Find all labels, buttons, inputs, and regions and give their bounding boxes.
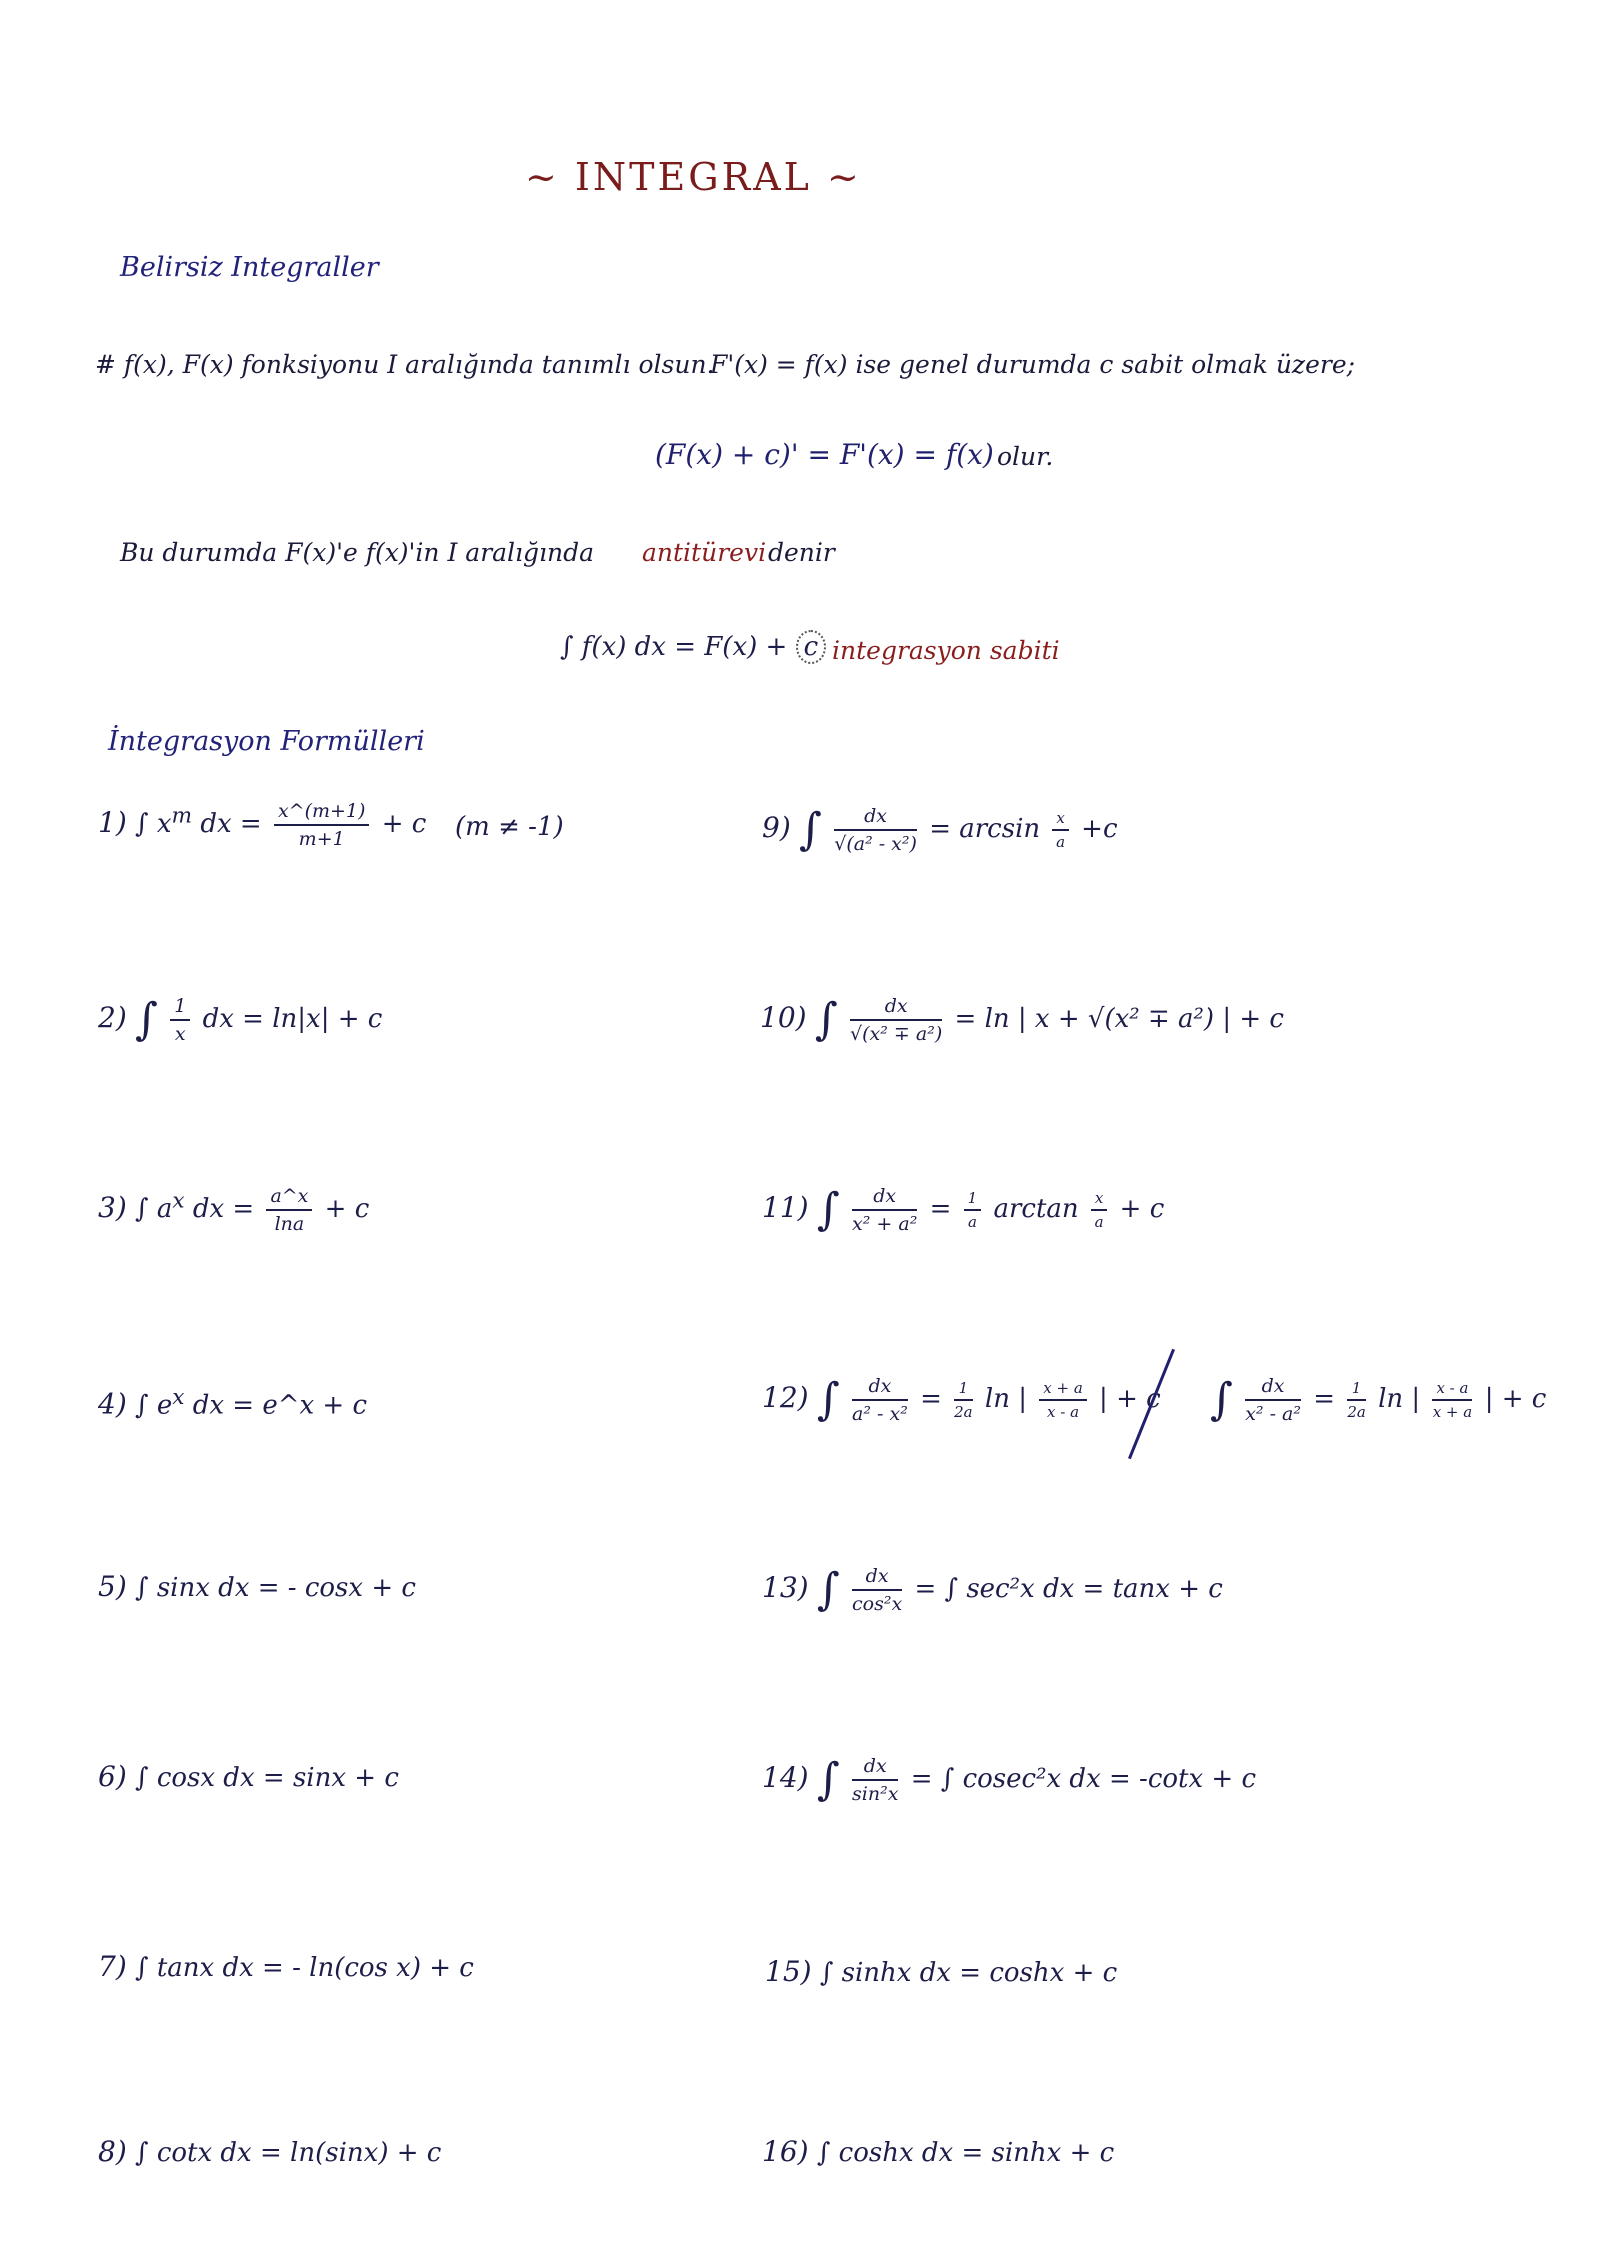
fraction-numerator: dx bbox=[852, 1375, 908, 1401]
fraction-denominator: a bbox=[1094, 1213, 1104, 1231]
formula-rhs: = ln | x + √(x² ∓ a²) | + c bbox=[954, 1004, 1284, 1034]
integration-constant-note: integrasyon sabiti bbox=[832, 636, 1060, 665]
fraction-numerator: 1 bbox=[1347, 1379, 1366, 1401]
formula-equals: = bbox=[920, 1384, 942, 1414]
formula-number: 11) bbox=[762, 1191, 809, 1224]
formula-fraction bbox=[274, 800, 370, 850]
formula-tail: + c bbox=[1116, 1384, 1161, 1414]
formula-rhs: = ln(sinx) + c bbox=[260, 2138, 442, 2168]
fraction-denominator: √(x² ∓ a²) bbox=[850, 1023, 943, 1045]
formula-number: 7) bbox=[98, 1950, 127, 1983]
formula-rhs: = sinx + c bbox=[262, 1763, 399, 1793]
formula-2 bbox=[98, 995, 382, 1045]
formula-9 bbox=[762, 805, 1118, 855]
formula-lhs: ∫ e bbox=[135, 1390, 173, 1421]
fraction-denominator: cos²x bbox=[852, 1593, 903, 1615]
section-heading-formulas: İntegrasyon Formülleri bbox=[108, 726, 425, 757]
formula-tail: + c bbox=[1501, 1384, 1547, 1414]
fraction-numerator: x bbox=[1091, 1189, 1107, 1211]
formula-rhs: = arcsin bbox=[929, 814, 1041, 844]
formula-ln: ln bbox=[984, 1384, 1010, 1414]
fraction-denominator: lna bbox=[274, 1213, 305, 1235]
formula-10 bbox=[760, 995, 1284, 1045]
antiderivative-text-b: denir bbox=[768, 538, 835, 567]
formula-number: 10) bbox=[760, 1001, 807, 1034]
formula-6 bbox=[98, 1760, 399, 1793]
fraction-denominator: x bbox=[174, 1023, 186, 1045]
formula-rhs: + c bbox=[324, 1194, 370, 1224]
integral-lhs: ∫ f(x) dx = F(x) + bbox=[560, 632, 788, 662]
formula-fraction bbox=[266, 1185, 312, 1235]
integral-sign: ∫ bbox=[816, 1564, 840, 1615]
formula-dx: dx bbox=[192, 1390, 225, 1421]
fraction-numerator: dx bbox=[834, 805, 917, 831]
formula-tail: + c bbox=[1119, 1194, 1165, 1224]
formula-number: 5) bbox=[98, 1570, 127, 1603]
formula-fraction bbox=[170, 995, 190, 1045]
antiderivative-text-a: Bu durumda F(x)'e f(x)'in I aralığında bbox=[120, 538, 595, 567]
argument-fraction bbox=[1052, 809, 1068, 851]
fraction-denominator: a bbox=[967, 1213, 977, 1231]
integral-sign: ∫ bbox=[799, 804, 822, 855]
integral-sign: ∫ bbox=[135, 994, 158, 1045]
fraction-denominator: a bbox=[1056, 833, 1066, 851]
indefinite-integral-definition bbox=[560, 630, 826, 664]
formula-number: 4) bbox=[98, 1387, 127, 1421]
formula-fraction bbox=[834, 805, 917, 855]
fraction-numerator: dx bbox=[852, 1185, 917, 1211]
formula-lhs: ∫ cotx dx bbox=[135, 2138, 252, 2168]
coefficient-fraction bbox=[954, 1379, 973, 1421]
fraction-denominator: √(a² - x²) bbox=[834, 833, 917, 855]
formula-lhs: ∫ x bbox=[135, 809, 172, 839]
formula-1-condition: (m ≠ -1) bbox=[455, 812, 564, 842]
fraction-numerator: x - a bbox=[1432, 1379, 1472, 1401]
formula-dx: dx = bbox=[192, 1194, 255, 1224]
formula-lhs: ∫ tanx dx bbox=[135, 1953, 254, 1983]
fraction-numerator: dx bbox=[852, 1755, 898, 1781]
formula-fraction bbox=[850, 995, 942, 1045]
formula-equals: = bbox=[929, 1194, 952, 1224]
formula-number: 8) bbox=[98, 2135, 127, 2168]
fraction-numerator: a^x bbox=[266, 1185, 312, 1211]
fraction-denominator: x + a bbox=[1432, 1403, 1473, 1421]
fraction-numerator: x + a bbox=[1039, 1379, 1087, 1401]
formula-4 bbox=[98, 1385, 367, 1421]
integration-constant: c bbox=[796, 630, 827, 664]
formula-rhs: = coshx + c bbox=[959, 1958, 1118, 1988]
definition-line-1a: # f(x), F(x) fonksiyonu I aralığında tanımlı olsun. bbox=[95, 350, 715, 379]
formula-rhs: = e^x + c bbox=[232, 1390, 368, 1421]
formula-exponent: x bbox=[172, 1188, 185, 1214]
formula-rhs: = ln|x| + c bbox=[242, 1004, 383, 1034]
formula-number: 15) bbox=[765, 1955, 812, 1988]
fraction-numerator: dx bbox=[1245, 1375, 1301, 1401]
fraction-denominator: x - a bbox=[1047, 1403, 1080, 1421]
formula-13 bbox=[762, 1565, 1223, 1615]
formula-14 bbox=[762, 1755, 1256, 1805]
section-heading-indefinite: Belirsiz Integraller bbox=[120, 252, 379, 283]
formula-lhs: ∫ coshx dx bbox=[816, 2138, 954, 2168]
formula-exponent: m bbox=[171, 803, 193, 829]
fraction-numerator: x bbox=[1052, 809, 1068, 831]
fraction-numerator: x^(m+1) bbox=[274, 800, 370, 826]
page-title: ~ INTEGRAL ~ bbox=[525, 155, 862, 199]
integral-sign: ∫ bbox=[814, 994, 838, 1045]
formula-3 bbox=[98, 1185, 369, 1235]
formula-fraction bbox=[852, 1185, 917, 1235]
formula-rhs: + c bbox=[381, 809, 427, 839]
formula-rhs: = sinhx + c bbox=[961, 2138, 1115, 2168]
formula-dx: dx bbox=[202, 1004, 234, 1034]
formula-number: 13) bbox=[762, 1571, 809, 1604]
formula-11 bbox=[762, 1185, 1164, 1235]
coefficient-fraction bbox=[1347, 1379, 1366, 1421]
formula-function: arctan bbox=[993, 1194, 1079, 1224]
integral-sign: ∫ bbox=[816, 1184, 840, 1235]
fraction-numerator: 1 bbox=[964, 1189, 982, 1211]
formula-ln: ln bbox=[1378, 1384, 1404, 1414]
formula-lhs: ∫ cosx dx bbox=[135, 1763, 255, 1793]
formula-12-variant: ∫ $\frac{dx}{\text{x² - a²}}$ = $\frac{1}{2a}$ ln | $\frac{x - a}{x + a}$ | + c bbox=[1210, 1374, 1547, 1425]
formula-rhs: = - ln(cos x) + c bbox=[262, 1953, 474, 1983]
formula-lhs: ∫ sinx dx bbox=[135, 1573, 250, 1603]
formula-8 bbox=[98, 2135, 441, 2168]
formula-fraction bbox=[852, 1755, 898, 1805]
formula-number: 12) bbox=[762, 1381, 809, 1414]
formula-7 bbox=[98, 1950, 474, 1983]
formula-number: 6) bbox=[98, 1760, 127, 1793]
fraction-numerator: dx bbox=[852, 1565, 902, 1591]
formula-dx: dx = bbox=[200, 809, 262, 839]
argument-fraction bbox=[1091, 1189, 1107, 1231]
formula-lhs: ∫ a bbox=[135, 1194, 173, 1224]
formula-5 bbox=[98, 1570, 416, 1603]
formula-12: 12) ∫ $\frac{dx}{\text{a² - x²}}$ = $\frac{1}{2a}$ ln | $\frac{x + a}{x - a}$ | + c bbox=[762, 1374, 1161, 1425]
fraction-denominator: 2a bbox=[954, 1403, 973, 1421]
derivative-formula-suffix: olur. bbox=[997, 442, 1054, 471]
formula-rhs: = - cosx + c bbox=[257, 1573, 416, 1603]
formula-15 bbox=[765, 1955, 1117, 1988]
formula-fraction bbox=[852, 1565, 902, 1615]
formula-exponent: x bbox=[172, 1385, 185, 1410]
formula-number: 14) bbox=[762, 1761, 809, 1794]
fraction-numerator: 1 bbox=[170, 995, 190, 1021]
formula-number: 9) bbox=[762, 811, 791, 844]
antiderivative-highlight: antitürevi bbox=[642, 538, 767, 567]
coefficient-fraction bbox=[964, 1189, 982, 1231]
fraction-denominator: sin²x bbox=[852, 1783, 899, 1805]
formula-rhs: = ∫ sec²x dx = tanx + c bbox=[914, 1574, 1223, 1604]
formula-rhs: = ∫ cosec²x dx = -cotx + c bbox=[910, 1764, 1257, 1794]
argument-fraction bbox=[1039, 1379, 1087, 1421]
fraction-numerator: dx bbox=[850, 995, 942, 1021]
definition-line-1b: F'(x) = f(x) ise genel durumda c sabit olmak üzere; bbox=[710, 350, 1356, 379]
integral-sign: ∫ bbox=[816, 1754, 840, 1805]
formula-number: 16) bbox=[762, 2135, 809, 2168]
formula-fraction bbox=[852, 1375, 908, 1425]
formula-number: 3) bbox=[98, 1191, 127, 1224]
formula-tail: +c bbox=[1081, 814, 1118, 844]
formula-number: 2) bbox=[98, 1001, 127, 1034]
formula-16 bbox=[762, 2135, 1114, 2168]
formula-lhs: ∫ sinhx dx bbox=[819, 1958, 952, 1988]
fraction-denominator: x² + a² bbox=[852, 1213, 918, 1235]
fraction-denominator: 2a bbox=[1347, 1403, 1366, 1421]
derivative-formula: (F(x) + c)' = F'(x) = f(x) bbox=[655, 438, 994, 471]
formula-fraction bbox=[1245, 1375, 1301, 1425]
formula-equals: = bbox=[1313, 1384, 1336, 1414]
integral-sign: ∫ bbox=[1210, 1374, 1233, 1425]
fraction-denominator: a² - x² bbox=[852, 1403, 908, 1425]
argument-fraction bbox=[1432, 1379, 1472, 1421]
fraction-denominator: m+1 bbox=[298, 828, 345, 850]
fraction-denominator: x² - a² bbox=[1245, 1403, 1301, 1425]
fraction-numerator: 1 bbox=[954, 1379, 973, 1401]
integral-sign: ∫ bbox=[816, 1374, 840, 1425]
formula-number: 1) bbox=[98, 806, 127, 839]
formula-1 bbox=[98, 800, 426, 850]
